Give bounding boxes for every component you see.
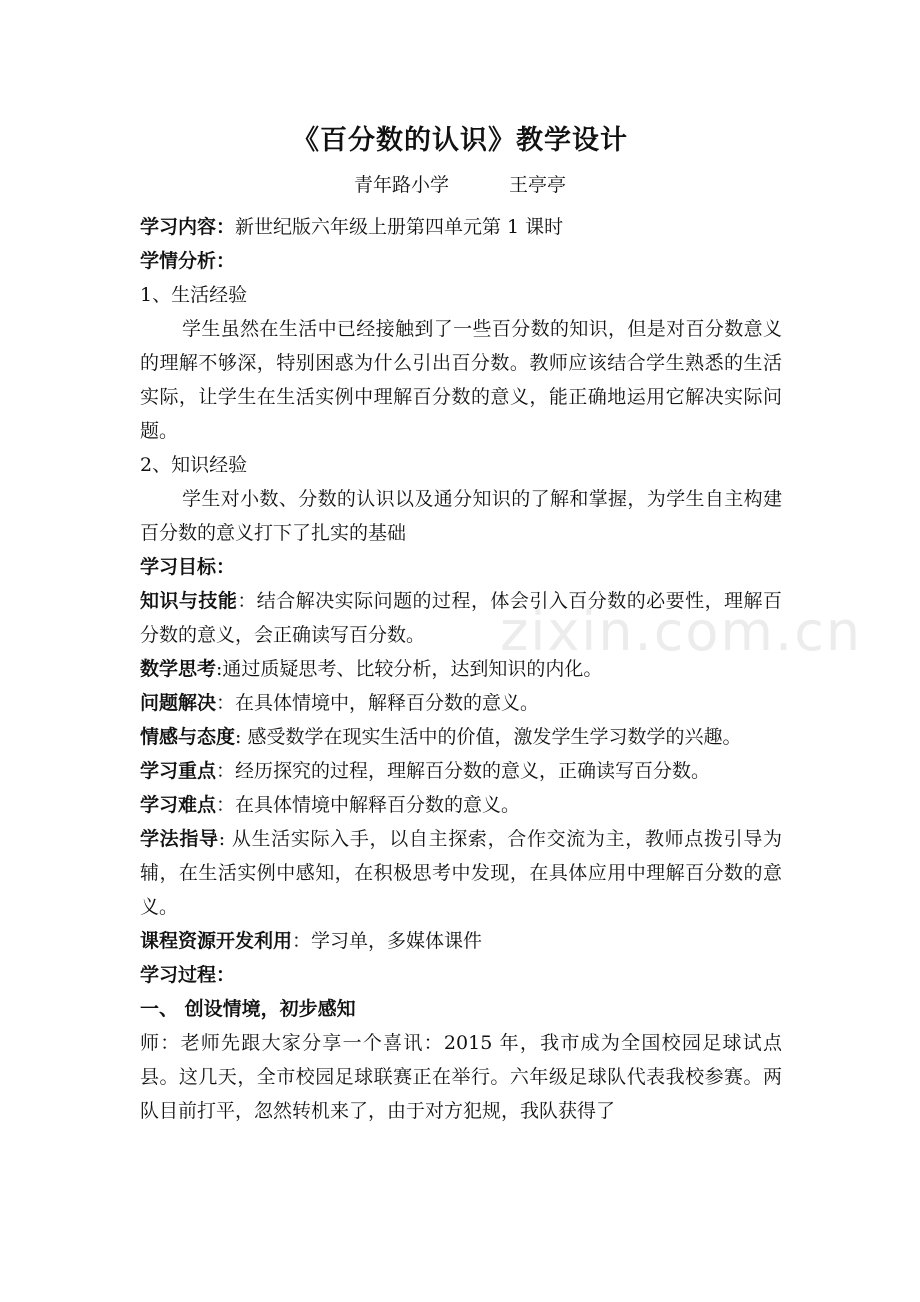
key-point-text: ：经历探究的过程，理解百分数的意义，正确读写百分数。 (216, 760, 711, 782)
goal-problem-label: 问题解决 (140, 692, 217, 714)
difficulty-label: 学习难点 (140, 794, 217, 816)
life-exp-text: 学生虽然在生活中已经接触到了一些百分数的知识，但是对百分数意义的理解不够深，特别困惑为什么引出百分数。教师应该结合学生熟悉的生活实际，让学生在生活实例中理解百分数的意义，能正确地运用它解决实际问题。 (140, 318, 782, 442)
life-exp-heading: 1、生活经验 (140, 284, 248, 306)
document-title: 《百分数的认识》教学设计 (292, 125, 628, 156)
watermark: zixin.com.cn (500, 600, 863, 663)
teacher-talk: 师：老师先跟大家分享一个喜讯：2015 年，我市成为全国校园足球试点县。这几天，全市校园足球联赛正在举行。六年级足球队代表我校参赛。两队目前打平，忽然转机来了，由于对方犯规，我队获得了 (140, 1032, 782, 1122)
difficulty-text: ：在具体情境中解释百分数的意义。 (216, 794, 521, 816)
byline (0, 170, 920, 197)
analysis-heading: 学情分析： (140, 250, 236, 272)
goal-problem-text: ：在具体情境中，解释百分数的意义。 (216, 692, 540, 714)
goal-attitude-text: : 感受数学在现实生活中的价值，激发学生学习数学的兴趣。 (235, 726, 742, 748)
author-name: 王亭亭 (509, 174, 567, 196)
school-name: 青年路小学 (353, 174, 449, 196)
key-point (140, 754, 782, 788)
learning-content (140, 210, 782, 244)
knowledge-exp-text: 学生对小数、分数的认识以及通分知识的了解和掌握，为学生自主构建百分数的意义打下了扎实的基础 (140, 488, 782, 544)
goal-problem (140, 686, 782, 720)
knowledge-exp-heading: 2、知识经验 (140, 454, 248, 476)
goal-attitude (140, 720, 782, 754)
key-point-label: 学习重点 (140, 760, 217, 782)
resources (140, 924, 782, 958)
learning-content-text: 新世纪版六年级上册第四单元第 1 课时 (235, 216, 564, 238)
document-body (140, 210, 782, 1128)
method (140, 822, 782, 924)
learning-content-label: 学习内容： (140, 216, 236, 238)
goal-knowledge-text: ：结合解决实际问题的过程，体会引入百分数的必要性，理解百分数的意义，会正确读写百分数。 (140, 590, 782, 646)
goal-thinking-text: :通过质疑思考、比较分析，达到知识的内化。 (216, 658, 603, 680)
goal-knowledge-label: 知识与技能 (140, 590, 238, 612)
goal-thinking (140, 652, 782, 686)
method-text: : 从生活实际入手，以自主探索，合作交流为主，教师点拨引导为辅，在生活实例中感知，在积极思考中发现，在具体应用中理解百分数的意义。 (140, 828, 782, 918)
goal-knowledge (140, 584, 782, 652)
goals-heading: 学习目标： (140, 556, 236, 578)
goal-thinking-label: 数学思考 (140, 658, 217, 680)
step-one-heading: 一、 创设情境，初步感知 (140, 998, 356, 1020)
method-label: 学法指导 (140, 828, 219, 850)
resources-label: 课程资源开发利用 (140, 930, 293, 952)
resources-text: ：学习单，多媒体课件 (292, 930, 483, 952)
difficulty (140, 788, 782, 822)
process-heading: 学习过程： (140, 964, 236, 986)
goal-attitude-label: 情感与态度 (140, 726, 236, 748)
